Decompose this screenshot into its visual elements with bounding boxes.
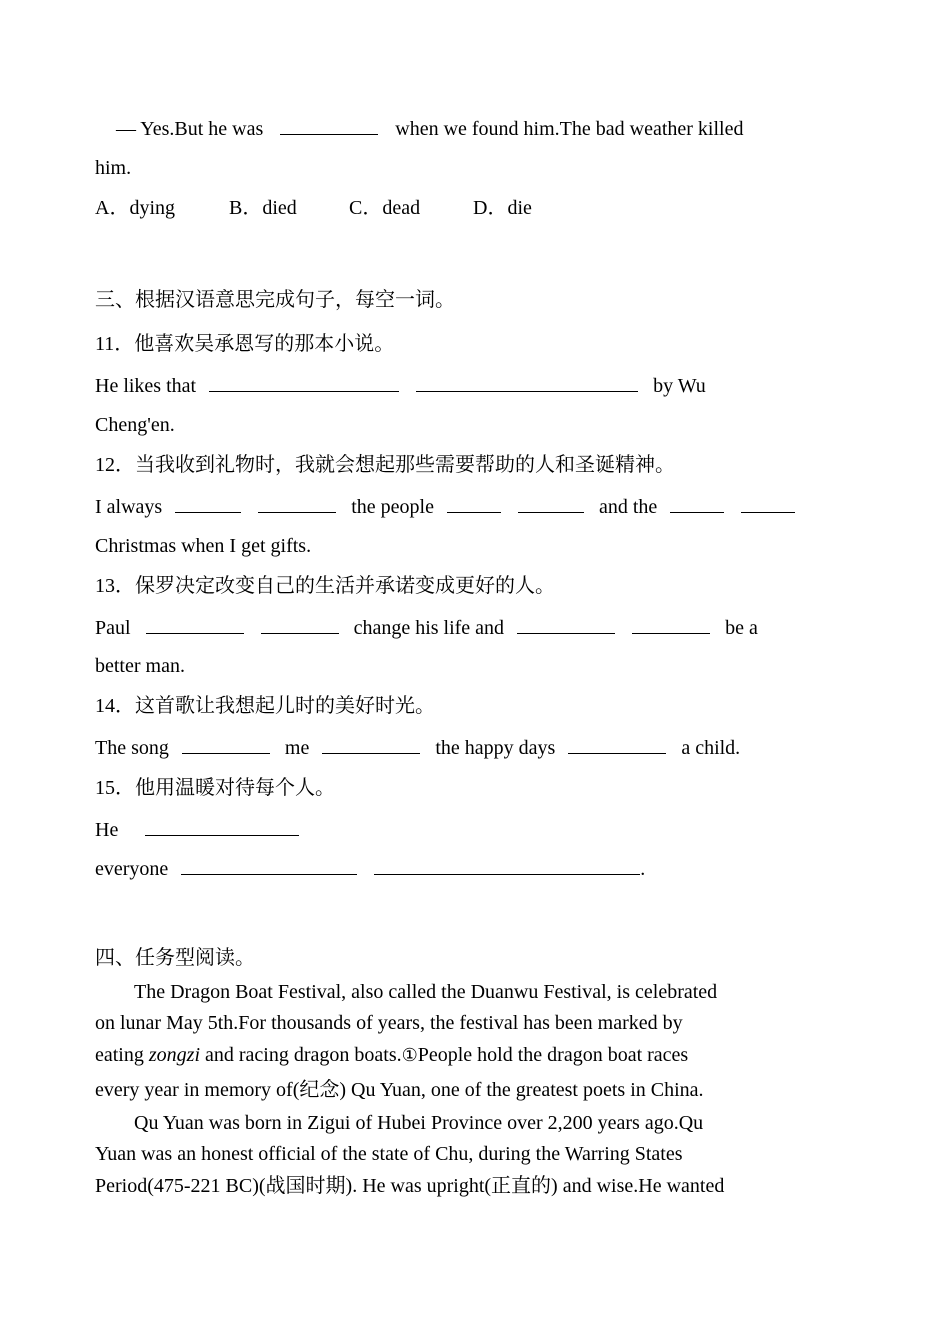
q14-text-4: a child. [681,737,741,759]
q13-prompt: 13．保罗决定改变自己的生活并承诺变成更好的人。 [95,575,555,597]
q12-text-1: I always [95,496,163,518]
q12-blank-6[interactable] [741,494,795,513]
q15-prompt: 15．他用温暖对待每个人。 [95,777,335,799]
q12-text-2: the people [351,496,434,518]
q11-text-post: by Wu [653,375,706,397]
q15-answer-line-1 [95,817,303,843]
q15-blank-3[interactable] [374,856,640,875]
q14-text-2: me [284,737,310,759]
q14-blank-3[interactable] [568,735,666,754]
q14-blank-1[interactable] [182,735,270,754]
q13-text-2: change his life and [353,617,505,639]
q11-text-pre: He likes that [95,375,197,397]
q14-answer-line [95,735,740,761]
reading-p1-line3-c: People hold the dragon boat races [417,1044,689,1066]
q10-options [95,195,532,221]
q12-blank-4[interactable] [518,494,584,513]
q13-text-line2: better man. [95,655,185,677]
q12-text-3: and the [598,496,658,518]
q11-blank-1[interactable] [209,373,399,392]
section3-heading: 三、根据汉语意思完成句子，每空一词。 [95,289,455,311]
q15-blank-2[interactable] [181,856,357,875]
q11-blank-2[interactable] [416,373,638,392]
q11-prompt: 11．他喜欢吴承恩写的那本小说。 [95,333,395,355]
q13-blank-3[interactable] [517,615,615,634]
q12-blank-5[interactable] [670,494,724,513]
reading-p1-line3 [95,1042,820,1069]
reading-p1-line2: on lunar May 5th.For thousands of years, the festival has been marked by [95,1012,683,1034]
section4-heading: 四、任务型阅读。 [95,947,255,969]
q12-prompt: 12．当我收到礼物时，我就会想起那些需要帮助的人和圣诞精神。 [95,454,675,476]
q15-period: . [640,858,646,880]
option-d[interactable]: D．die [473,197,532,219]
q10-text-pre: — Yes.But he was [116,118,264,140]
q14-text-1: The song [95,737,169,759]
q12-blank-3[interactable] [447,494,501,513]
q15-text-2: everyone [95,858,169,880]
q10-blank[interactable] [280,116,378,135]
reading-p1-line4: every year in memory of(纪念) Qu Yuan, one of the greatest poets in China. [95,1079,704,1101]
reading-p1-line3-a: eating [95,1044,149,1066]
q13-blank-1[interactable] [146,615,244,634]
option-b[interactable]: B．died [229,197,297,219]
q11-text-line2: Cheng'en. [95,414,175,436]
q12-answer-line [95,494,799,520]
q12-blank-2[interactable] [258,494,336,513]
circled-number-1: ① [401,1045,418,1066]
q11-answer-line [95,373,706,399]
q12-blank-1[interactable] [175,494,241,513]
q15-answer-line-2 [95,856,645,882]
reading-p1-line3-b: and racing dragon boats. [200,1044,402,1066]
q10-text-line2: him. [95,157,132,179]
q13-text-3: be a [725,617,758,639]
q13-blank-4[interactable] [632,615,710,634]
reading-p2-line2: Yuan was an honest official of the state of Chu, during the Warring States [95,1143,683,1165]
q12-text-line2: Christmas when I get gifts. [95,535,312,557]
zongzi-word: zongzi [148,1044,200,1066]
reading-p1-line1: The Dragon Boat Festival, also called the Duanwu Festival, is celebrated [134,981,718,1003]
q15-text-1: He [95,819,119,841]
reading-p2-line3: Period(475-221 BC)(战国时期). He was upright(正直的) and wise.He wanted [95,1175,725,1197]
option-a[interactable]: A．dying [95,197,175,219]
q13-blank-2[interactable] [261,615,339,634]
q13-answer-line [95,615,758,641]
q14-blank-2[interactable] [322,735,420,754]
option-c[interactable]: C．dead [349,197,421,219]
q10-answer-line [116,116,743,142]
q10-text-post: when we found him.The bad weather killed [395,118,744,140]
reading-p2-line1: Qu Yuan was born in Zigui of Hubei Province over 2,200 years ago.Qu [134,1112,704,1134]
q14-prompt: 14．这首歌让我想起儿时的美好时光。 [95,695,435,717]
q14-text-3: the happy days [435,737,556,759]
q15-blank-1[interactable] [145,817,299,836]
q13-text-1: Paul [95,617,131,639]
